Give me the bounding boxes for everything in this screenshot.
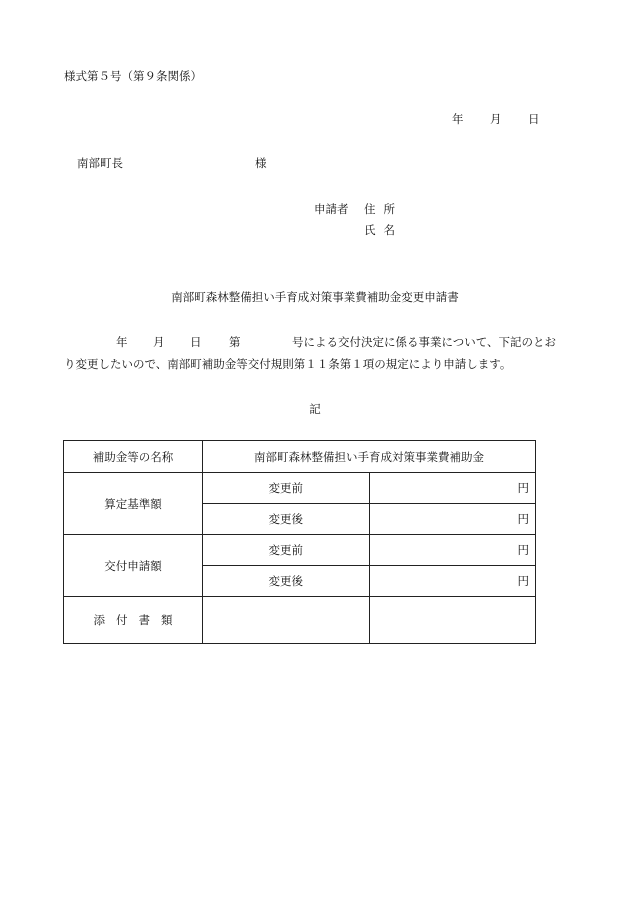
grant-after-amount[interactable]: 円 <box>369 566 536 597</box>
applicant-label: 申請者 <box>314 202 349 216</box>
document-title: 南部町森林整備担い手育成対策事業費補助金変更申請書 <box>171 290 459 304</box>
addressee-name: 南部町長 <box>77 156 123 170</box>
base-after-label: 変更後 <box>203 504 370 535</box>
base-before-label: 変更前 <box>203 473 370 504</box>
date-month-label: 月 <box>490 112 502 126</box>
attachments-label-text: 添付書類 <box>93 613 184 627</box>
subsidy-name-label: 補助金等の名称 <box>64 441 203 473</box>
grant-before-amount[interactable]: 円 <box>369 535 536 566</box>
table-row <box>64 473 536 504</box>
subsidy-name-value: 南部町森林整備担い手育成対策事業費補助金 <box>203 441 536 473</box>
addressee-honorific: 様 <box>255 156 267 170</box>
details-table <box>63 440 536 644</box>
attachments-value[interactable] <box>369 597 536 644</box>
body-line-1 <box>64 334 564 350</box>
body-dai: 第 <box>229 335 241 349</box>
table-row <box>64 535 536 566</box>
body-line-2: り変更したいので、南部町補助金等交付規則第１１条第１項の規定により申請します。 <box>64 357 512 371</box>
table-row <box>64 441 536 473</box>
grant-after-label: 変更後 <box>203 566 370 597</box>
date-year-label: 年 <box>452 112 464 126</box>
grant-before-label: 変更前 <box>203 535 370 566</box>
grant-amount-label: 交付申請額 <box>64 535 203 597</box>
table-row <box>64 597 536 644</box>
body-month: 月 <box>153 335 165 349</box>
attachments-label <box>64 597 203 644</box>
ki-heading: 記 <box>309 402 321 416</box>
date-day-label: 日 <box>528 112 540 126</box>
base-amount-label: 算定基準額 <box>64 473 203 535</box>
base-after-amount[interactable]: 円 <box>369 504 536 535</box>
form-number: 様式第５号（第９条関係） <box>64 69 202 83</box>
applicant-address-label: 住所 <box>364 202 403 216</box>
base-before-amount[interactable]: 円 <box>369 473 536 504</box>
body-year: 年 <box>116 335 128 349</box>
applicant-name-label: 氏名 <box>364 223 403 237</box>
body-line-1-rest: 号による交付決定に係る事業について、下記のとお <box>292 335 557 349</box>
attachments-blank[interactable] <box>203 597 370 644</box>
body-day: 日 <box>190 335 202 349</box>
